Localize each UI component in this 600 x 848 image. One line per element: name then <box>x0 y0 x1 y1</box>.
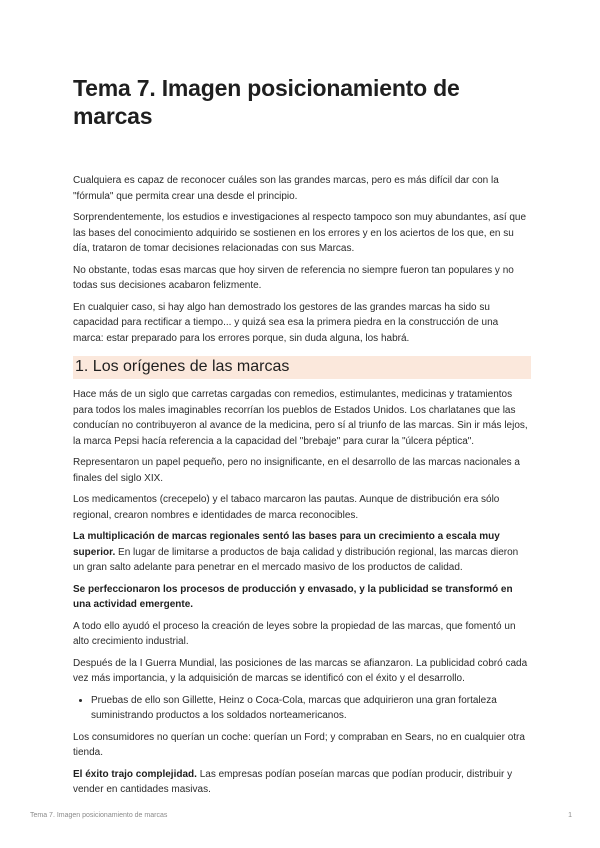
section-paragraph-3: Los medicamentos (crecepelo) y el tabaco marcaron las pautas. Aunque de distribución era sólo regional, crearon nombres e identidades de marca reconocibles. <box>73 494 500 521</box>
bold-lead: La multiplicación de marcas regionales sentó las bases para un crecimiento a escala muy superior. <box>73 531 500 558</box>
section-paragraph-4 <box>73 529 531 576</box>
section-paragraph-7: Después de la I Guerra Mundial, las posiciones de las marcas se afianzaron. La publicidad cobró cada vez más importancia, y la adquisición de marcas se identificó con el éxito y el desarrollo. <box>73 657 528 684</box>
section-paragraph-5 <box>73 582 531 613</box>
document-body <box>73 173 531 804</box>
bullet-list <box>73 693 531 724</box>
intro-paragraph-3: No obstante, todas esas marcas que hoy sirven de referencia no siempre fueron tan populares y no todas sus decisiones acabaron felizmente. <box>73 264 514 291</box>
intro-paragraph-1: Cualquiera es capaz de reconocer cuáles son las grandes marcas, pero es más difícil dar con la "fórmula" que permita crear una desde el principio. <box>73 175 499 202</box>
section-paragraph-6: A todo ello ayudó el proceso la creación de leyes sobre la propiedad de las marcas, que fomentó un alto crecimiento industrial. <box>73 620 516 647</box>
intro-paragraph-2: Sorprendentemente, los estudios e investigaciones al respecto tampoco son muy abundantes, así que las bases del conocimiento adquirido se sostienen en los errores y en los aciertos de los que, en su día, trataron de tomar decisiones relacionadas con sus Marcas. <box>73 212 527 254</box>
page-number: 1 <box>568 812 572 819</box>
section-paragraph-2: Representaron un papel pequeño, pero no insignificante, en el desarrollo de las marcas nacionales a finales del siglo XIX. <box>73 457 520 484</box>
bold-lead: El éxito trajo complejidad. <box>73 768 197 780</box>
footer-title: Tema 7. Imagen posicionamiento de marcas <box>30 812 168 819</box>
section-paragraph-1: Hace más de un siglo que carretas cargadas con remedios, estimulantes, medicinas y tratamientos para todos los males imaginables recorrían los pueblos de Estados Unidos. Los charlatanes que las conducían no contribuyeron al avance de la medicina, pero sí al triunfo de las marcas. Sin ir más lejos, la marca Pepsi hacía referencia a la capacidad del "brebaje" para curar la "úlcera péptica". <box>73 389 528 447</box>
page-footer <box>30 812 572 819</box>
list-item: • Pruebas de ello son Gillette, Heinz o Coca-Cola, marcas que adquirieron una gran fortaleza suministrando productos a los soldados norteamericanos. <box>91 693 531 724</box>
bold-lead: Se perfeccionaron los procesos de producción y envasado, y la publicidad se transformó en una actividad emergente. <box>73 583 513 610</box>
section-paragraph-9 <box>73 767 531 798</box>
paragraph-rest: En lugar de limitarse a productos de baja calidad y distribución regional, las marcas dieron un gran salto adelante para penetrar en el mercado masivo de los productos de calidad. <box>73 546 519 573</box>
section-paragraph-8: Los consumidores no querían un coche: querían un Ford; y compraban en Sears, no en cualquier otra tienda. <box>73 731 525 758</box>
intro-paragraph-4: En cualquier caso, si hay algo han demostrado los gestores de las grandes marcas ha sido su capacidad para rectificar a tiempo... y quizá sea esa la primera piedra en la construcción de una marca: estar preparado para los errores porque, sin duda alguna, los habrá. <box>73 301 499 344</box>
section-heading: 1. Los orígenes de las marcas <box>73 356 531 379</box>
paragraph-rest: Las empresas podían poseían marcas que podían producir, distribuir y vender en cantidades masivas. <box>73 768 513 795</box>
page-title: Tema 7. Imagen posicionamiento de marcas <box>73 75 460 129</box>
